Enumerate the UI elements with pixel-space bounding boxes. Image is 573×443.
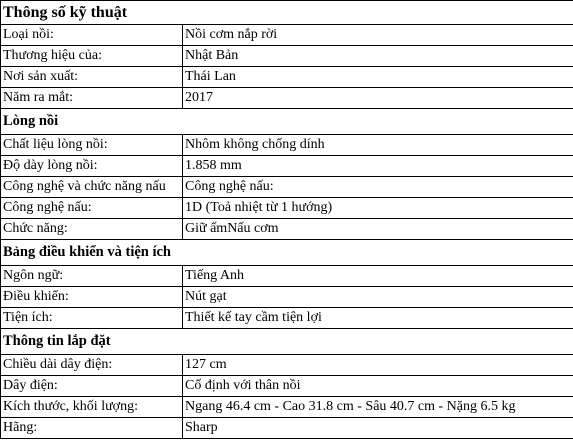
table-row: [1, 67, 573, 88]
row-label: Công nghệ nấu:: [1, 198, 183, 219]
row-label: Dây điện:: [1, 376, 183, 397]
spec-table-body: [1, 1, 573, 439]
row-label: Hãng:: [1, 418, 183, 439]
table-row: [1, 266, 573, 287]
row-value: Tiếng Anh: [183, 266, 573, 287]
table-row: [1, 219, 573, 240]
row-value: Giữ ấmNấu cơm: [183, 219, 573, 240]
table-row: [1, 135, 573, 156]
table-row: [1, 25, 573, 46]
section-title: Thông số kỹ thuật: [1, 1, 573, 25]
row-label: Chức năng:: [1, 219, 183, 240]
row-value: 127 cm: [183, 355, 573, 376]
row-label: Độ dày lòng nồi:: [1, 156, 183, 177]
table-row: [1, 88, 573, 109]
row-value: Nhật Bản: [183, 46, 573, 67]
row-value: Cố định với thân nồi: [183, 376, 573, 397]
row-label: Công nghệ và chức năng nấu: [1, 177, 183, 198]
table-row: [1, 397, 573, 418]
row-value: Sharp: [183, 418, 573, 439]
row-label: Tiện ích:: [1, 308, 183, 329]
row-value: Nồi cơm nắp rời: [183, 25, 573, 46]
section-title: Bảng điều khiển và tiện ích: [1, 240, 573, 266]
section-title: Lòng nồi: [1, 109, 573, 135]
table-row: [1, 418, 573, 439]
row-label: Điều khiển:: [1, 287, 183, 308]
row-value: 1.858 mm: [183, 156, 573, 177]
section-header-specs: [1, 1, 573, 25]
table-row: [1, 355, 573, 376]
section-header-controls: [1, 240, 573, 266]
row-value: Thái Lan: [183, 67, 573, 88]
row-label: Nơi sản xuất:: [1, 67, 183, 88]
table-row: [1, 198, 573, 219]
table-row: [1, 156, 573, 177]
table-row: [1, 287, 573, 308]
row-label: Ngôn ngữ:: [1, 266, 183, 287]
row-value: Nút gạt: [183, 287, 573, 308]
row-value: Công nghệ nấu:: [183, 177, 573, 198]
row-value: 2017: [183, 88, 573, 109]
row-value: Ngang 46.4 cm - Cao 31.8 cm - Sâu 40.7 cm - Nặng 6.5 kg: [183, 397, 573, 418]
row-value: Thiết kế tay cầm tiện lợi: [183, 308, 573, 329]
section-header-installation: [1, 329, 573, 355]
row-label: Chất liệu lòng nồi:: [1, 135, 183, 156]
row-value: Nhôm không chống dính: [183, 135, 573, 156]
section-header-pot: [1, 109, 573, 135]
row-label: Kích thước, khối lượng:: [1, 397, 183, 418]
table-row: [1, 177, 573, 198]
table-row: [1, 308, 573, 329]
table-row: [1, 46, 573, 67]
row-label: Loại nồi:: [1, 25, 183, 46]
row-label: Năm ra mắt:: [1, 88, 183, 109]
section-title: Thông tin lắp đặt: [1, 329, 573, 355]
row-label: Chiều dài dây điện:: [1, 355, 183, 376]
row-label: Thương hiệu của:: [1, 46, 183, 67]
table-row: [1, 376, 573, 397]
row-value: 1D (Toả nhiệt từ 1 hướng): [183, 198, 573, 219]
